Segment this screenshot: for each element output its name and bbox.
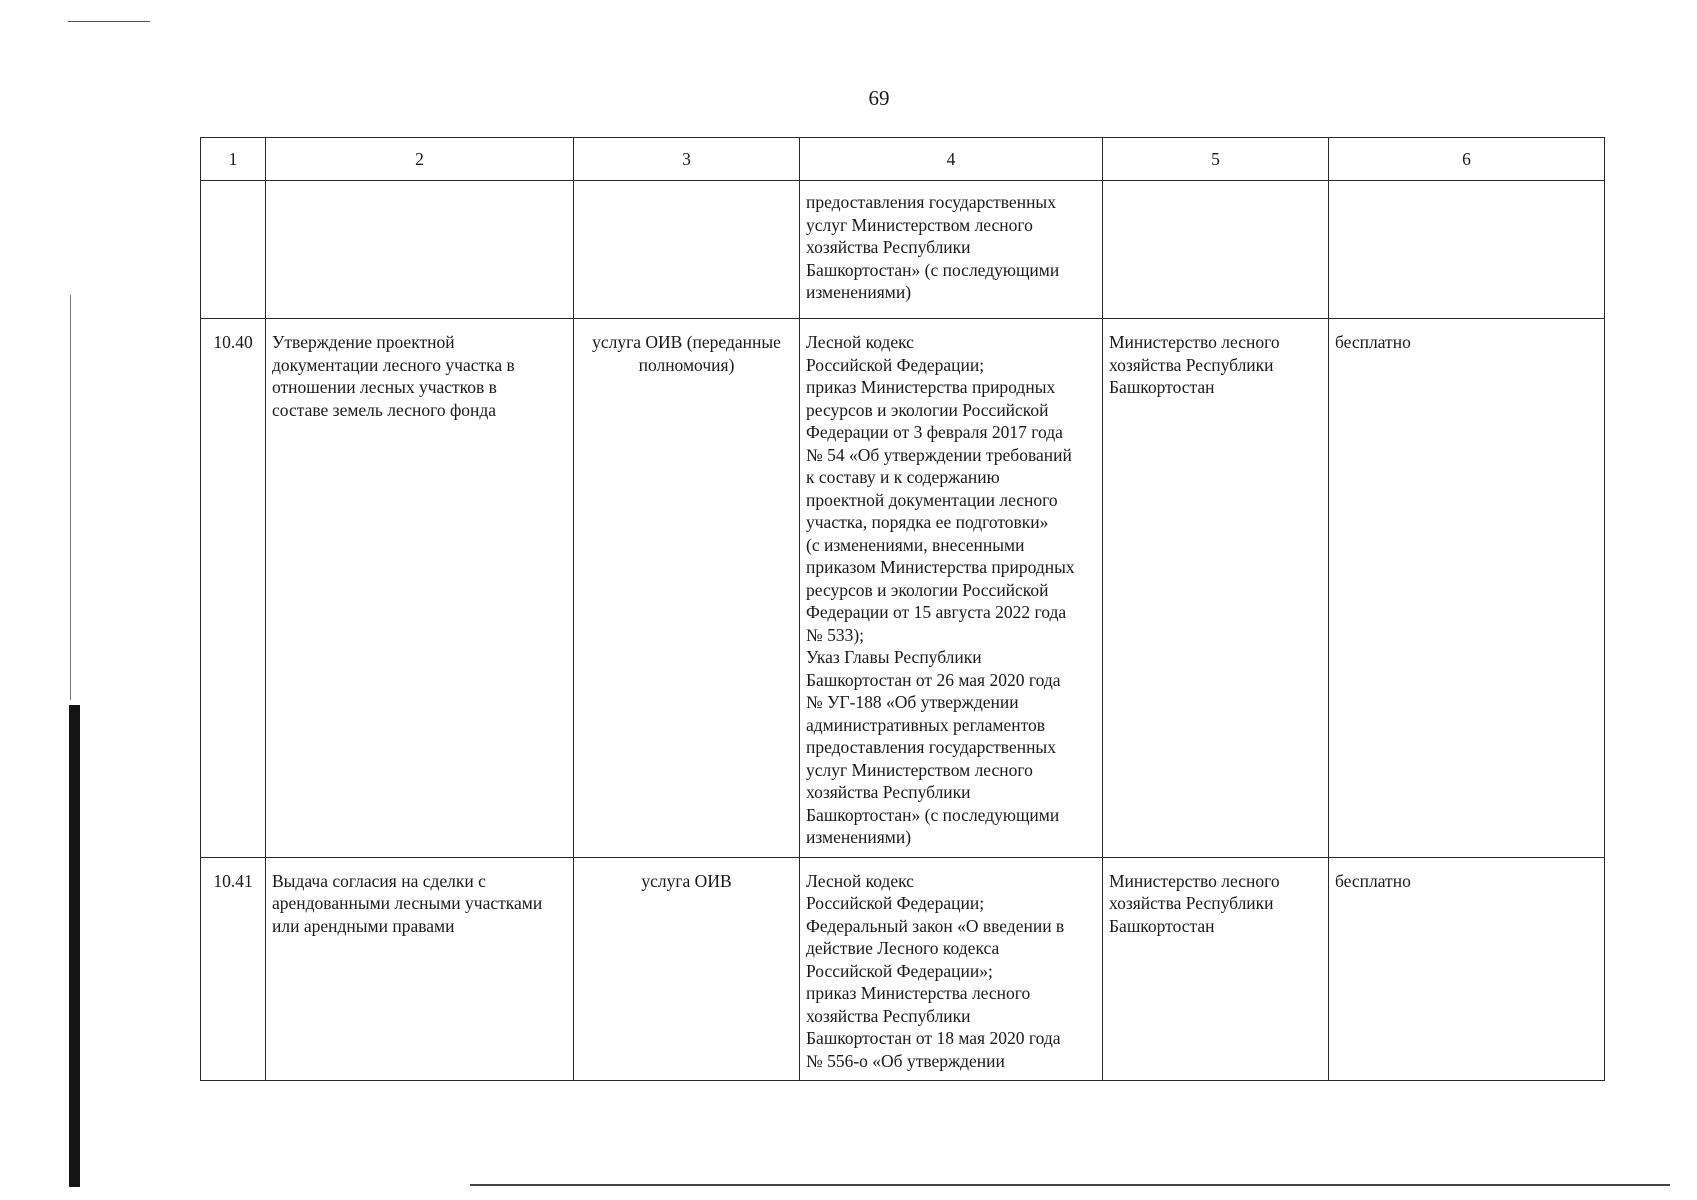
- text-line: изменениями): [806, 282, 912, 302]
- scan-artifact-binding: [69, 705, 80, 1187]
- text-line: Башкортостан от 18 мая 2020 года: [806, 1028, 1061, 1048]
- table-header-row: [201, 138, 1605, 181]
- text-line: Выдача согласия на сделки с: [272, 870, 486, 891]
- text-line: № 556-о «Об утверждении: [806, 1050, 1005, 1071]
- cell-fee: бесплатно: [1329, 857, 1605, 1081]
- table-row: [201, 319, 1605, 858]
- text-line: Российской Федерации»;: [806, 960, 993, 981]
- cell-empty: [266, 181, 574, 319]
- text-line: хозяйства Республики: [806, 1005, 971, 1026]
- text-line: Лесной кодекс: [806, 332, 914, 352]
- text-line: или арендными правами: [272, 915, 455, 936]
- cell-legal-basis: [800, 319, 1103, 858]
- text-line: Башкортостан» (с последующими: [806, 804, 1060, 825]
- text-line: хозяйства Республики: [806, 782, 971, 802]
- cell-organization: [1103, 319, 1329, 858]
- text-line: Российской Федерации;: [806, 893, 985, 913]
- text-line: участка, порядка ее подготовки»: [806, 512, 1049, 532]
- text-line: Башкортостан: [1109, 377, 1215, 397]
- cell-service-type: [574, 319, 800, 858]
- text-line: Российской Федерации;: [806, 354, 985, 375]
- header-col-1: 1: [201, 138, 266, 181]
- text-line: № 533);: [806, 624, 865, 645]
- services-table: [200, 137, 1605, 1081]
- text-line: № УГ-188 «Об утверждении: [806, 692, 1019, 712]
- text-line: Федеральный закон «О введении в: [806, 915, 1065, 936]
- text-line: изменениями): [806, 827, 912, 847]
- cell-organization: [1103, 857, 1329, 1081]
- cell-service-name: [266, 319, 574, 858]
- cell-empty: [574, 181, 800, 319]
- text-line: Башкортостан» (с последующими: [806, 259, 1060, 280]
- table-row-continuation: [201, 181, 1605, 319]
- text-line: предоставления государственных: [806, 737, 1056, 757]
- scan-artifact-top: [68, 21, 150, 22]
- text-line: (с изменениями, внесенными: [806, 534, 1025, 555]
- text-line: проектной документации лесного: [806, 489, 1058, 510]
- text-line: приказ Министерства природных: [806, 377, 1056, 397]
- text-line: ресурсов и экологии Российской: [806, 399, 1049, 420]
- text-line: услуг Министерством лесного: [806, 214, 1033, 235]
- cell-empty: [1103, 181, 1329, 319]
- text-line: услуга ОИВ (переданные: [592, 332, 781, 352]
- text-line: хозяйства Республики: [806, 237, 971, 257]
- text-line: арендованными лесными участками: [272, 893, 543, 913]
- text-line: хозяйства Республики: [1109, 354, 1274, 375]
- text-line: к составу и к содержанию: [806, 467, 1000, 487]
- header-col-6: 6: [1329, 138, 1605, 181]
- cell-empty: [201, 181, 266, 319]
- table-row: [201, 857, 1605, 1081]
- text-line: действие Лесного кодекса: [806, 938, 1000, 958]
- text-line: Утверждение проектной: [272, 332, 455, 352]
- text-line: № 54 «Об утверждении требований: [806, 444, 1072, 465]
- scan-artifact-bottom: [470, 1184, 1670, 1186]
- text-line: составе земель лесного фонда: [272, 399, 497, 420]
- text-line: полномочия): [638, 354, 735, 375]
- text-line: Министерство лесного: [1109, 870, 1280, 891]
- cell-legal-basis: [800, 857, 1103, 1081]
- cell-fee: бесплатно: [1329, 319, 1605, 858]
- text-line: предоставления государственных: [806, 192, 1056, 212]
- text-line: услуга ОИВ: [641, 870, 732, 891]
- header-col-5: 5: [1103, 138, 1329, 181]
- page-number: 69: [868, 86, 890, 110]
- header-col-3: 3: [574, 138, 800, 181]
- text-line: документации лесного участка в: [272, 354, 515, 375]
- text-line: Лесной кодекс: [806, 870, 914, 891]
- text-line: приказ Министерства лесного: [806, 983, 1031, 1003]
- text-line: Указ Главы Республики: [806, 647, 982, 667]
- text-line: услуг Министерством лесного: [806, 759, 1033, 780]
- text-line: отношении лесных участков в: [272, 377, 497, 397]
- scan-artifact-margin: [70, 295, 71, 700]
- text-line: административных регламентов: [806, 714, 1046, 735]
- cell-number: 10.41: [201, 857, 266, 1081]
- cell-number: 10.40: [201, 319, 266, 858]
- text-line: Министерство лесного: [1109, 332, 1280, 352]
- cell-legal-basis: [800, 181, 1103, 319]
- text-line: Федерации от 3 февраля 2017 года: [806, 422, 1063, 442]
- text-line: приказом Министерства природных: [806, 557, 1075, 577]
- text-line: ресурсов и экологии Российской: [806, 579, 1049, 600]
- cell-service-name: [266, 857, 574, 1081]
- header-col-4: 4: [800, 138, 1103, 181]
- cell-service-type: [574, 857, 800, 1081]
- text-line: Башкортостан от 26 мая 2020 года: [806, 669, 1061, 690]
- cell-empty: [1329, 181, 1605, 319]
- text-line: Федерации от 15 августа 2022 года: [806, 602, 1067, 622]
- text-line: Башкортостан: [1109, 915, 1215, 936]
- header-col-2: 2: [266, 138, 574, 181]
- text-line: хозяйства Республики: [1109, 893, 1274, 913]
